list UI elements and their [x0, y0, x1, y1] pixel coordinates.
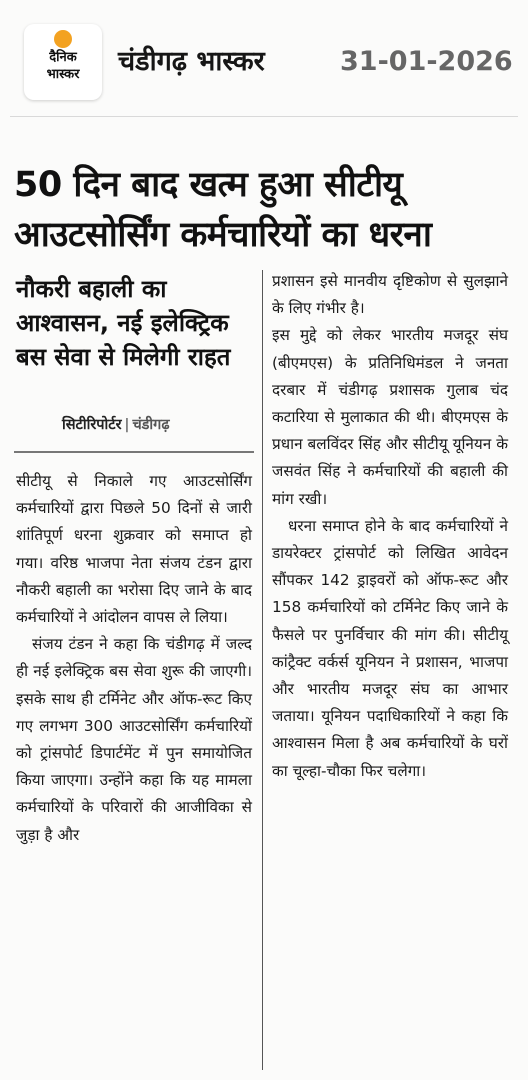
column-divider	[262, 270, 263, 1070]
article-column-right	[272, 268, 508, 785]
logo-text-line2: भास्कर	[46, 67, 80, 82]
masthead-divider	[10, 116, 518, 117]
sun-icon	[54, 30, 72, 48]
publication-date: 31-01-2026	[340, 46, 513, 77]
paragraph: इस मुद्दे को लेकर भारतीय मजदूर संघ (बीएमएस) के प्रतिनिधिमंडल ने जनता दरबार में चंडीगढ़ प्रशासक गुलाब चंद कटारिया से मुलाकात की थी। बीएमएस के प्रधान बलविंदर सिंह और सीटीयू यूनियन के जसवंत सिंह ने कर्मचारियों की बहाली की मांग रखी।	[272, 326, 508, 508]
byline-rule	[14, 451, 254, 453]
newspaper-logo	[24, 24, 102, 100]
paragraph: धरना समाप्त होने के बाद कर्मचारियों ने डायरेक्टर ट्रांसपोर्ट को लिखित आवेदन सौंपकर 142 ड्राइवरों को ऑफ-रूट और 158 कर्मचारियों को टर्मिनेट किए जाने के फैसले पर पुनर्विचार की मांग की। सीटीयू कांट्रैक्ट वर्कर्स यूनियन ने प्रशासन, भाजपा और भारतीय मजदूर संघ का आभार जताया। यूनियन पदाधिकारियों ने कहा कि आश्वासन मिला है अब कर्मचारियों के घरों का चूल्हा-चौका फिर चलेगा।	[272, 516, 508, 780]
masthead	[0, 0, 528, 108]
byline-separator: |	[124, 417, 130, 433]
paragraph: सीटीयू से निकाले गए आउटसोर्सिंग कर्मचारियों द्वारा पिछले 50 दिनों से जारी शांतिपूर्ण धरना शुक्रवार को समाप्त हो गया। वरिष्ठ भाजपा नेता संजय टंडन द्वारा नौकरी बहाली का भरोसा दिए जाने के बाद कर्मचारियों ने आंदोलन वापस ले लिया।	[16, 472, 252, 627]
byline	[62, 413, 252, 437]
article-column-left	[16, 468, 252, 849]
article-headline: 50 दिन बाद खत्म हुआ सीटीयू आउटसोर्सिंग कर्मचारियों का धरना	[14, 165, 432, 255]
paragraph: संजय टंडन ने कहा कि चंडीगढ़ में जल्द ही नई इलेक्ट्रिक बस सेवा शुरू की जाएगी। इसके साथ ही टर्मिनेट और ऑफ-रूट किए गए लगभग 300 आउटसोर्सिंग कर्मचारियों को ट्रांसपोर्ट डिपार्टमेंट में पुन समायोजित किया जाएगा। उन्होंने कहा कि यह मामला कर्मचारियों के परिवारों की आजीविका से जुड़ा है और	[16, 635, 252, 844]
paragraph: प्रशासन इसे मानवीय दृष्टिकोण से सुलझाने के लिए गंभीर है।	[272, 272, 508, 318]
byline-city: चंडीगढ़	[132, 417, 170, 433]
logo-text-line1: दैनिक	[49, 50, 77, 65]
byline-reporter: सिटीरिपोर्टर	[62, 417, 122, 433]
article-subheadline: नौकरी बहाली का आश्वासन, नई इलेक्ट्रिक बस सेवा से मिलेगी राहत	[16, 275, 231, 371]
edition-name: चंडीगढ़ भास्कर	[118, 46, 265, 77]
